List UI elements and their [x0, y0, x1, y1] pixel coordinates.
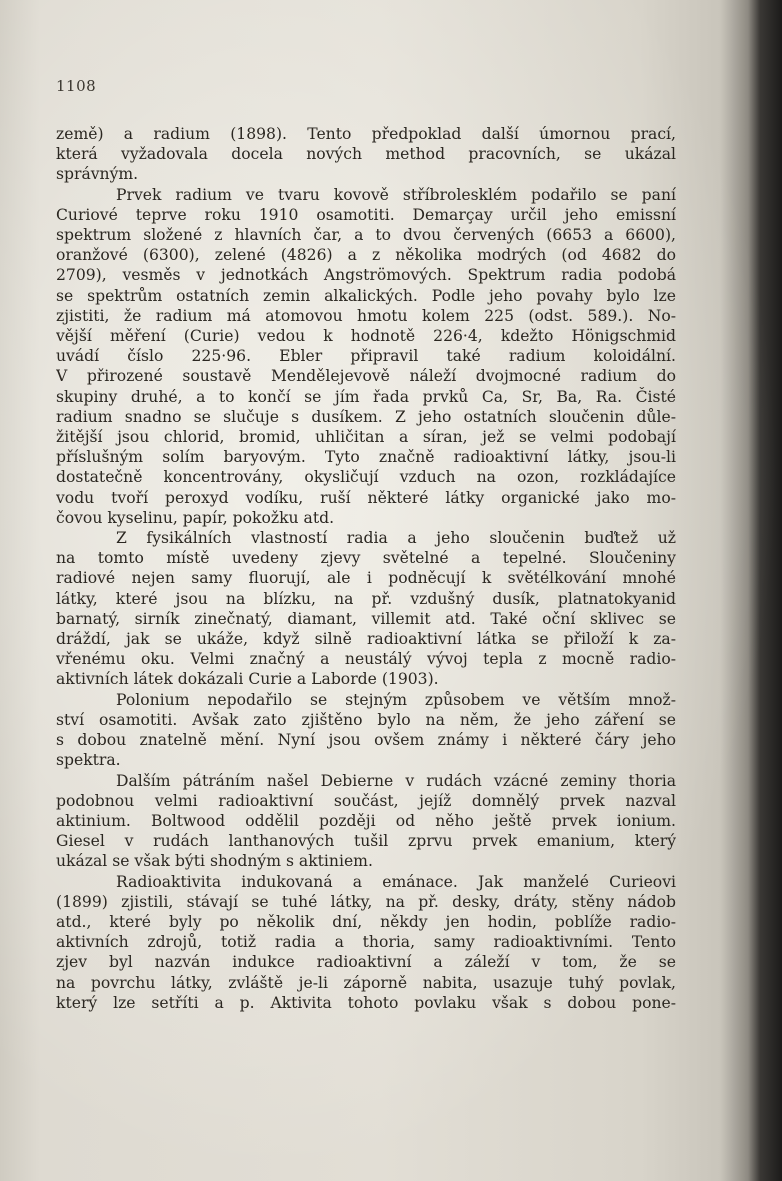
text-line: radium snadno se slučuje s dusíkem. Z jeho ostatních sloučenin důle-	[56, 407, 676, 426]
text-line: Polonium nepodařilo se stejným způsobem ve větším množ-	[116, 690, 676, 709]
text-line: 2709), vesměs v jednotkách Angströmových. Spektrum radia podobá	[56, 266, 676, 285]
text-line: ukázal se však býti shodným s aktiniem.	[56, 852, 373, 871]
text-line: s dobou znatelně mění. Nyní jsou ovšem známy i některé čáry jeho	[56, 731, 676, 750]
text-line: na tomto místě uvedeny zjevy světelné a tepelné. Sloučeniny	[56, 549, 676, 568]
text-line: uvádí číslo 225·96. Ebler připravil také radium koloidální.	[56, 347, 676, 366]
text-line: radiové nejen samy fluorují, ale i podněcují k světélkování mnohé	[56, 569, 676, 588]
text-line: příslušným solím baryovým. Tyto značně radioaktivní látky, jsou-li	[56, 448, 676, 467]
text-line: dráždí, jak se ukáže, když silně radioaktivní látka se přiloží k za-	[56, 630, 676, 649]
text-line: ství osamotiti. Avšak zato zjištěno bylo na něm, že jeho záření se	[56, 710, 676, 729]
page-number: 1108	[56, 77, 97, 95]
text-line: oranžové (6300), zelené (4826) a z několika modrých (od 4682 do	[56, 246, 676, 265]
text-line: dostatečně koncentrovány, okysličují vzduch na ozon, rozkládajíce	[56, 468, 676, 487]
text-line: se spektrům ostatních zemin alkalických. Podle jeho povahy bylo lze	[56, 286, 676, 305]
text-line: Z fysikálních vlastností radia a jeho sloučenin buďtež už	[116, 529, 676, 548]
text-line: čovou kyselinu, papír, pokožku atd.	[56, 508, 335, 527]
text-line: aktinium. Boltwood oddělil později od něho ještě prvek ionium.	[56, 811, 676, 830]
text-line: Dalším pátráním našel Debierne v rudách vzácné zeminy thoria	[116, 771, 676, 790]
text-line: barnatý, sirník zinečnatý, diamant, villemit atd. Také oční sklivec se	[56, 609, 676, 628]
text-line: aktivních látek dokázali Curie a Laborde (1903).	[56, 670, 439, 689]
text-line: žitější jsou chlorid, bromid, uhličitan a síran, jež se velmi podobají	[56, 428, 676, 447]
text-line: na povrchu látky, zvláště je-li záporně nabita, usazuje tuhý povlak,	[56, 973, 676, 992]
text-line: Prvek radium ve tvaru kovově stříbrolesklém podařilo se paní	[116, 185, 676, 204]
text-line: spektrum složené z hlavních čar, a to dvou červených (6653 a 6600),	[56, 226, 676, 245]
text-line: skupiny druhé, a to končí se jím řada prvků Ca, Sr, Ba, Ra. Čisté	[56, 387, 676, 406]
text-line: který lze setříti a p. Aktivita tohoto povlaku však s dobou pone-	[56, 993, 676, 1012]
text-line: spektra.	[56, 751, 121, 770]
text-line: zjev byl nazván indukce radioaktivní a záleží v tom, že se	[56, 953, 676, 972]
text-line: Radioaktivita indukovaná a emánace. Jak manželé Curieovi	[116, 872, 676, 891]
text-line: Giesel v rudách lanthanových tušil zprvu prvek emanium, který	[56, 832, 676, 851]
body-text	[56, 124, 676, 1013]
text-line: V přirozené soustavě Mendělejevově náleží dvojmocné radium do	[56, 367, 676, 386]
text-line: která vyžadovala docela nových method pracovních, se ukázal	[56, 145, 676, 164]
text-line: zjistiti, že radium má atomovou hmotu kolem 225 (odst. 589.). No-	[56, 306, 676, 325]
text-line: podobnou velmi radioaktivní součást, jejíž domnělý prvek nazval	[56, 791, 676, 810]
text-line: vodu tvoří peroxyd vodíku, ruší některé látky organické jako mo-	[56, 488, 676, 507]
text-line: aktivních zdrojů, totiž radia a thoria, samy radioaktivními. Tento	[56, 933, 676, 952]
text-line: (1899) zjistili, stávají se tuhé látky, na př. desky, dráty, stěny nádob	[56, 892, 676, 911]
text-line: látky, které jsou na blízku, na př. vzdušný dusík, platnatokyanid	[56, 589, 676, 608]
text-line: země) a radium (1898). Tento předpoklad další úmornou prací,	[56, 125, 676, 143]
text-line: vřenému oku. Velmi značný a neustálý vývoj tepla z mocně radio-	[56, 650, 676, 669]
text-line: vější měření (Curie) vedou k hodnotě 226·4, kdežto Hönigschmid	[56, 327, 676, 346]
text-line: atd., které byly po několik dní, někdy jen hodin, poblíže radio-	[56, 912, 676, 931]
text-line: správným.	[56, 165, 139, 184]
text-line: Curiové teprve roku 1910 osamotiti. Demarçay určil jeho emissní	[56, 205, 676, 224]
